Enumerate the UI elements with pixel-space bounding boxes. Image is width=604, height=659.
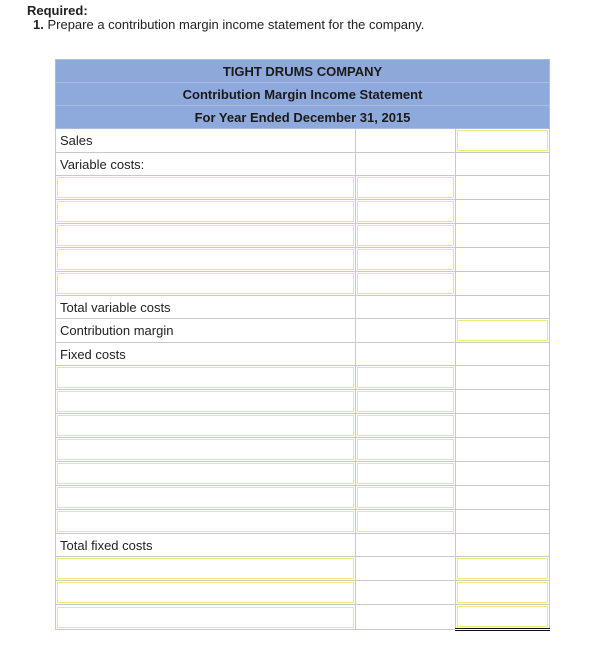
result-row (56, 557, 550, 581)
variable-costs-label: Variable costs: (56, 153, 356, 176)
contribution-margin-amount-input[interactable] (457, 320, 548, 341)
result-label-input[interactable] (57, 558, 354, 579)
row-fixed-costs (56, 343, 550, 366)
fixed-cost-item-input[interactable] (57, 415, 354, 436)
variable-cost-item-input[interactable] (57, 201, 354, 222)
header-row-period (56, 106, 550, 129)
result-row (56, 605, 550, 630)
total-variable-costs-label: Total variable costs (56, 296, 356, 319)
header-row-title (56, 83, 550, 106)
variable-cost-row (56, 248, 550, 272)
total-fixed-costs-label: Total fixed costs (56, 534, 356, 557)
fixed-cost-item-input[interactable] (57, 391, 354, 412)
fixed-cost-amount-input[interactable] (357, 367, 454, 388)
result-amount-input[interactable] (457, 606, 548, 627)
fixed-costs-label: Fixed costs (56, 343, 356, 366)
total-fixed-costs-mid-cell (356, 534, 456, 557)
variable-cost-item-input[interactable] (57, 177, 354, 198)
contribution-margin-mid-cell (356, 319, 456, 343)
income-statement-table (55, 59, 550, 631)
requirement-description: Prepare a contribution margin income statement for the company. (47, 17, 425, 32)
fixed-cost-amount-input[interactable] (357, 391, 454, 412)
sales-amount-input[interactable] (457, 130, 548, 151)
company-name: TIGHT DRUMS COMPANY (56, 60, 550, 83)
variable-cost-item-input[interactable] (57, 249, 354, 270)
contribution-margin-amount-cell (456, 319, 550, 343)
fixed-cost-item-input[interactable] (57, 367, 354, 388)
fixed-cost-row (56, 366, 550, 390)
variable-cost-amount-input[interactable] (357, 273, 454, 294)
fixed-cost-row (56, 462, 550, 486)
required-heading: Required: (27, 3, 88, 18)
variable-cost-amount-input[interactable] (357, 225, 454, 246)
row-sales (56, 129, 550, 153)
sales-mid-cell (356, 129, 456, 153)
fixed-cost-item-input[interactable] (57, 439, 354, 460)
row-total-fixed-costs (56, 534, 550, 557)
result-label-input[interactable] (57, 607, 354, 628)
sales-label: Sales (56, 129, 356, 153)
total-variable-costs-mid-cell (356, 296, 456, 319)
variable-cost-item-input[interactable] (57, 273, 354, 294)
variable-cost-amount-input[interactable] (357, 249, 454, 270)
requirement-number: 1. (33, 17, 44, 32)
fixed-cost-row (56, 390, 550, 414)
requirement-text (33, 17, 424, 33)
result-row (56, 581, 550, 605)
fixed-cost-amount-input[interactable] (357, 487, 454, 508)
fixed-cost-item-input[interactable] (57, 463, 354, 484)
result-label-input[interactable] (57, 582, 354, 603)
fixed-cost-row (56, 510, 550, 534)
sales-amount-cell (456, 129, 550, 153)
variable-cost-row (56, 176, 550, 200)
statement-title: Contribution Margin Income Statement (56, 83, 550, 106)
variable-cost-amount-input[interactable] (357, 201, 454, 222)
variable-cost-amount-input[interactable] (357, 177, 454, 198)
result-amount-input[interactable] (457, 558, 548, 579)
fixed-cost-row (56, 486, 550, 510)
variable-cost-item-input[interactable] (57, 225, 354, 246)
row-contribution-margin (56, 319, 550, 343)
header-row-company (56, 60, 550, 83)
fixed-cost-item-input[interactable] (57, 511, 354, 532)
contribution-margin-label: Contribution margin (56, 319, 356, 343)
fixed-costs-mid-cell (356, 343, 456, 366)
fixed-cost-item-input[interactable] (57, 487, 354, 508)
total-variable-costs-right-cell (456, 296, 550, 319)
fixed-cost-amount-input[interactable] (357, 511, 454, 532)
result-amount-input[interactable] (457, 582, 548, 603)
fixed-costs-right-cell (456, 343, 550, 366)
variable-costs-right-cell (456, 153, 550, 176)
total-fixed-costs-right-cell (456, 534, 550, 557)
fixed-cost-amount-input[interactable] (357, 463, 454, 484)
row-total-variable-costs (56, 296, 550, 319)
variable-cost-row (56, 200, 550, 224)
variable-cost-row (56, 224, 550, 248)
fixed-cost-amount-input[interactable] (357, 439, 454, 460)
statement-period: For Year Ended December 31, 2015 (56, 106, 550, 129)
variable-costs-mid-cell (356, 153, 456, 176)
fixed-cost-row (56, 438, 550, 462)
fixed-cost-amount-input[interactable] (357, 415, 454, 436)
variable-cost-row (56, 272, 550, 296)
row-variable-costs (56, 153, 550, 176)
fixed-cost-row (56, 414, 550, 438)
